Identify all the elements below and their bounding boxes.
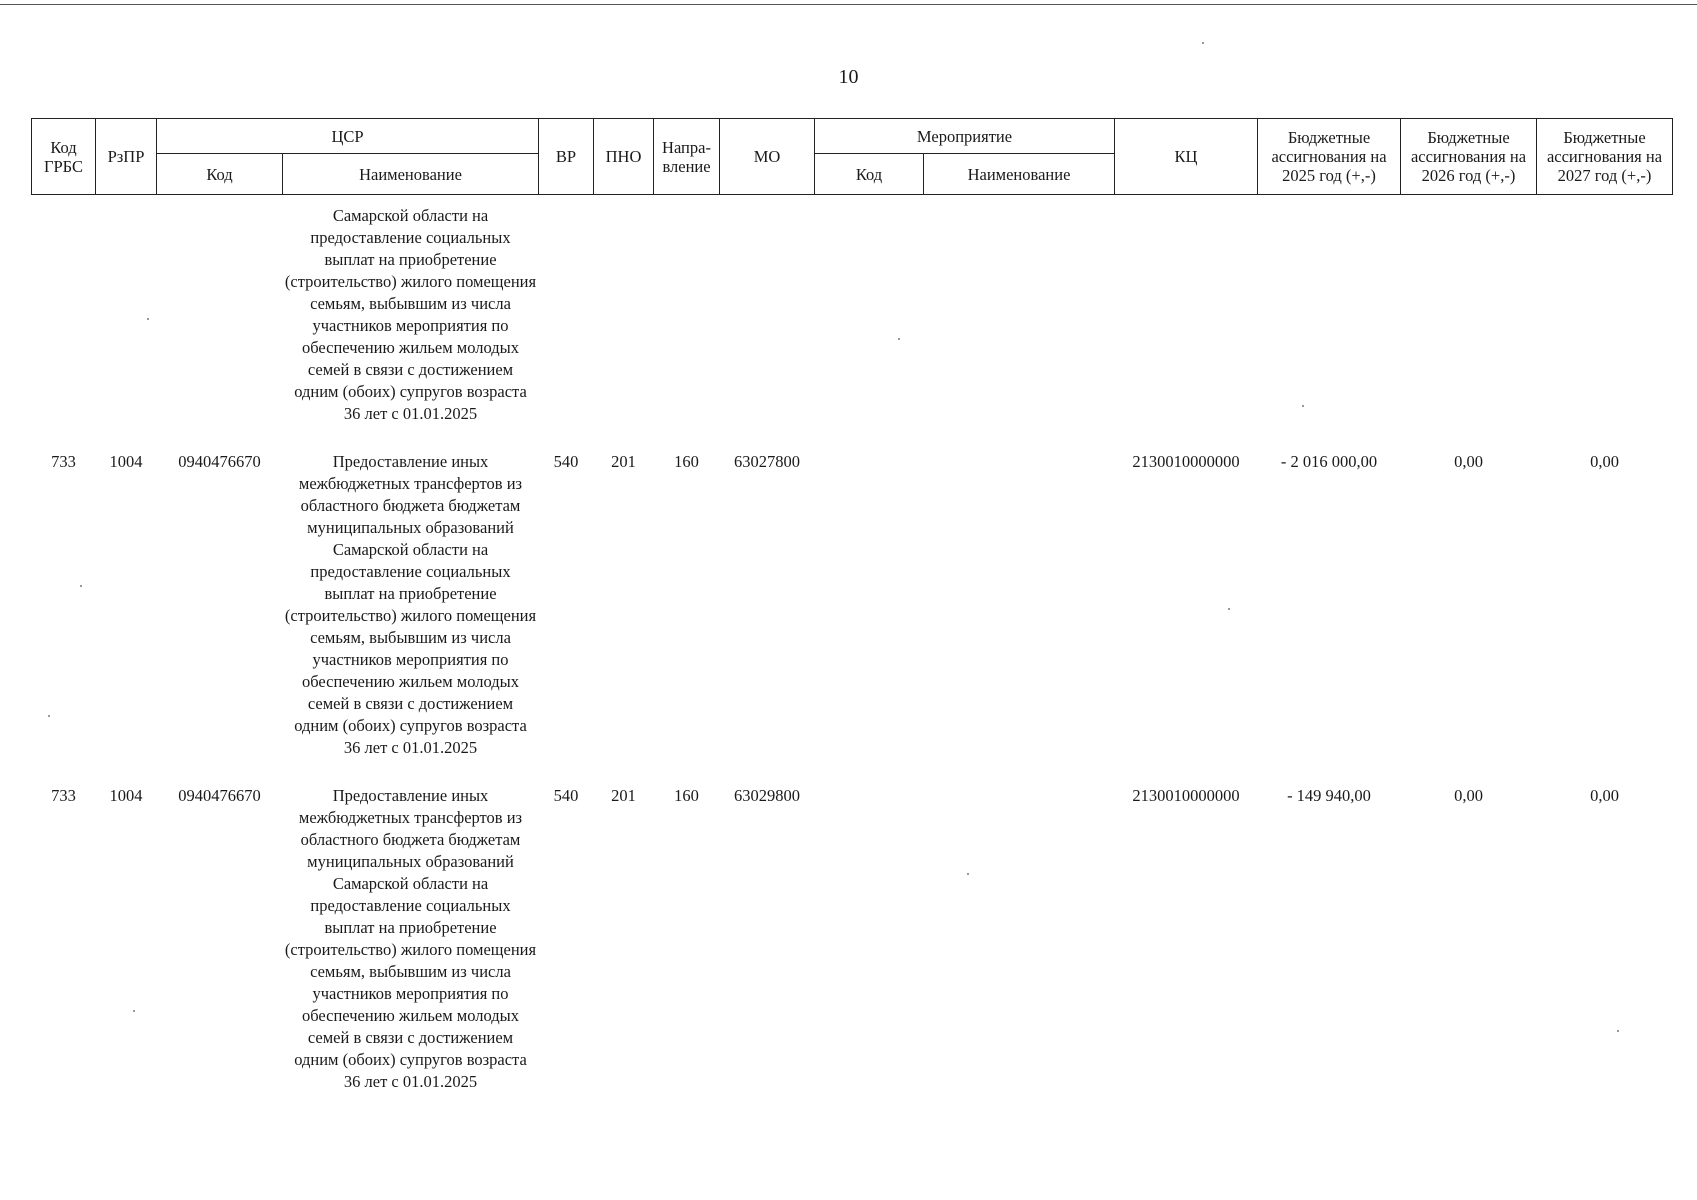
cell-merop-name: [924, 451, 1115, 785]
header-merop-kod: Код: [815, 154, 924, 195]
header-kc: КЦ: [1115, 119, 1258, 195]
cell-rzpr: 1004: [109, 452, 143, 471]
scan-speck: [898, 338, 900, 340]
header-pno: ПНО: [594, 119, 654, 195]
header-napravlenie: Напра-вление: [654, 119, 720, 195]
cell-csr-kod: 0940476670: [178, 786, 261, 805]
header-budget-2026: Бюджетные ассигнования на 2026 год (+,-): [1401, 119, 1537, 195]
cell-grbs: 733: [51, 452, 76, 471]
header-csr-name: Наименование: [283, 154, 539, 195]
cell-budget-2027: 0,00: [1590, 786, 1619, 805]
header-merop-name: Наименование: [924, 154, 1115, 195]
cell-merop-name: [924, 785, 1115, 1119]
header-mo: МО: [720, 119, 815, 195]
header-budget-2027: Бюджетные ассигнования на 2027 год (+,-): [1537, 119, 1673, 195]
header-budget-2025: Бюджетные ассигнования на 2025 год (+,-): [1258, 119, 1401, 195]
continuation-text: Самарской области на предоставление социальных выплат на приобретение (строительство) жилого помещения семьям, выбывшим из числа участников мероприятия по обеспечению жильем молодых семей в связи с достижением одним (обоих) супругов возраста 36 лет с 01.01.2025: [284, 206, 537, 423]
scan-speck: [1228, 608, 1230, 610]
cell-budget-2025: - 149 940,00: [1287, 786, 1371, 805]
header-rzpr: РзПР: [96, 119, 157, 195]
cell-csr-kod: 0940476670: [178, 452, 261, 471]
cell-grbs: 733: [51, 786, 76, 805]
header-csr: ЦСР: [157, 119, 539, 154]
cell-budget-2026: 0,00: [1454, 452, 1483, 471]
cell-napravlenie: 160: [674, 786, 699, 805]
header-vr: ВР: [539, 119, 594, 195]
cell-budget-2025: - 2 016 000,00: [1280, 452, 1378, 471]
page-number: 10: [838, 66, 859, 88]
scan-speck: [80, 585, 82, 587]
top-rule: [0, 4, 1697, 5]
cell-vr: 540: [553, 452, 579, 471]
header-csr-kod: Код: [157, 154, 283, 195]
cell-merop-kod: [815, 785, 924, 1119]
cell-budget-2027: 0,00: [1590, 452, 1619, 471]
scan-speck: [133, 1010, 135, 1012]
cell-csr-name: Предоставление иных межбюджетных трансфертов из областного бюджета бюджетам муниципальных образований Самарской области на предоставление социальных выплат на приобретение (строительство) жилого помещения семьям, выбывшим из числа участников мероприятия по обеспечению жильем молодых семей в связи с достижением одним (обоих) супругов возраста 36 лет с 01.01.2025: [284, 786, 537, 1091]
cell-kc: 2130010000000: [1132, 786, 1240, 805]
scan-speck: [1302, 405, 1304, 407]
table-row: [32, 785, 1673, 1119]
cell-csr-name: Предоставление иных межбюджетных трансфертов из областного бюджета бюджетам муниципальных образований Самарской области на предоставление социальных выплат на приобретение (строительство) жилого помещения семьям, выбывшим из числа участников мероприятия по обеспечению жильем молодых семей в связи с достижением одним (обоих) супругов возраста 36 лет с 01.01.2025: [284, 452, 537, 757]
cell-kc: 2130010000000: [1132, 452, 1240, 471]
header-meropriyatie: Мероприятие: [815, 119, 1115, 154]
cell-vr: 540: [553, 786, 579, 805]
scan-speck: [1617, 1030, 1619, 1032]
scan-speck: [1202, 42, 1204, 44]
scan-speck: [967, 873, 969, 875]
cell-mo: 63027800: [734, 452, 800, 471]
scan-speck: [147, 318, 149, 320]
cell-mo: 63029800: [734, 786, 800, 805]
cell-pno: 201: [611, 786, 636, 805]
scan-speck: [48, 715, 50, 717]
cell-budget-2026: 0,00: [1454, 786, 1483, 805]
cell-rzpr: 1004: [109, 786, 143, 805]
header-kod-grbs: Код ГРБС: [32, 119, 96, 195]
budget-table: [31, 118, 1673, 1119]
cell-napravlenie: 160: [674, 452, 699, 471]
cell-pno: 201: [611, 452, 636, 471]
cell-merop-kod: [815, 451, 924, 785]
table-row: [32, 451, 1673, 785]
continuation-row: [32, 195, 1673, 452]
